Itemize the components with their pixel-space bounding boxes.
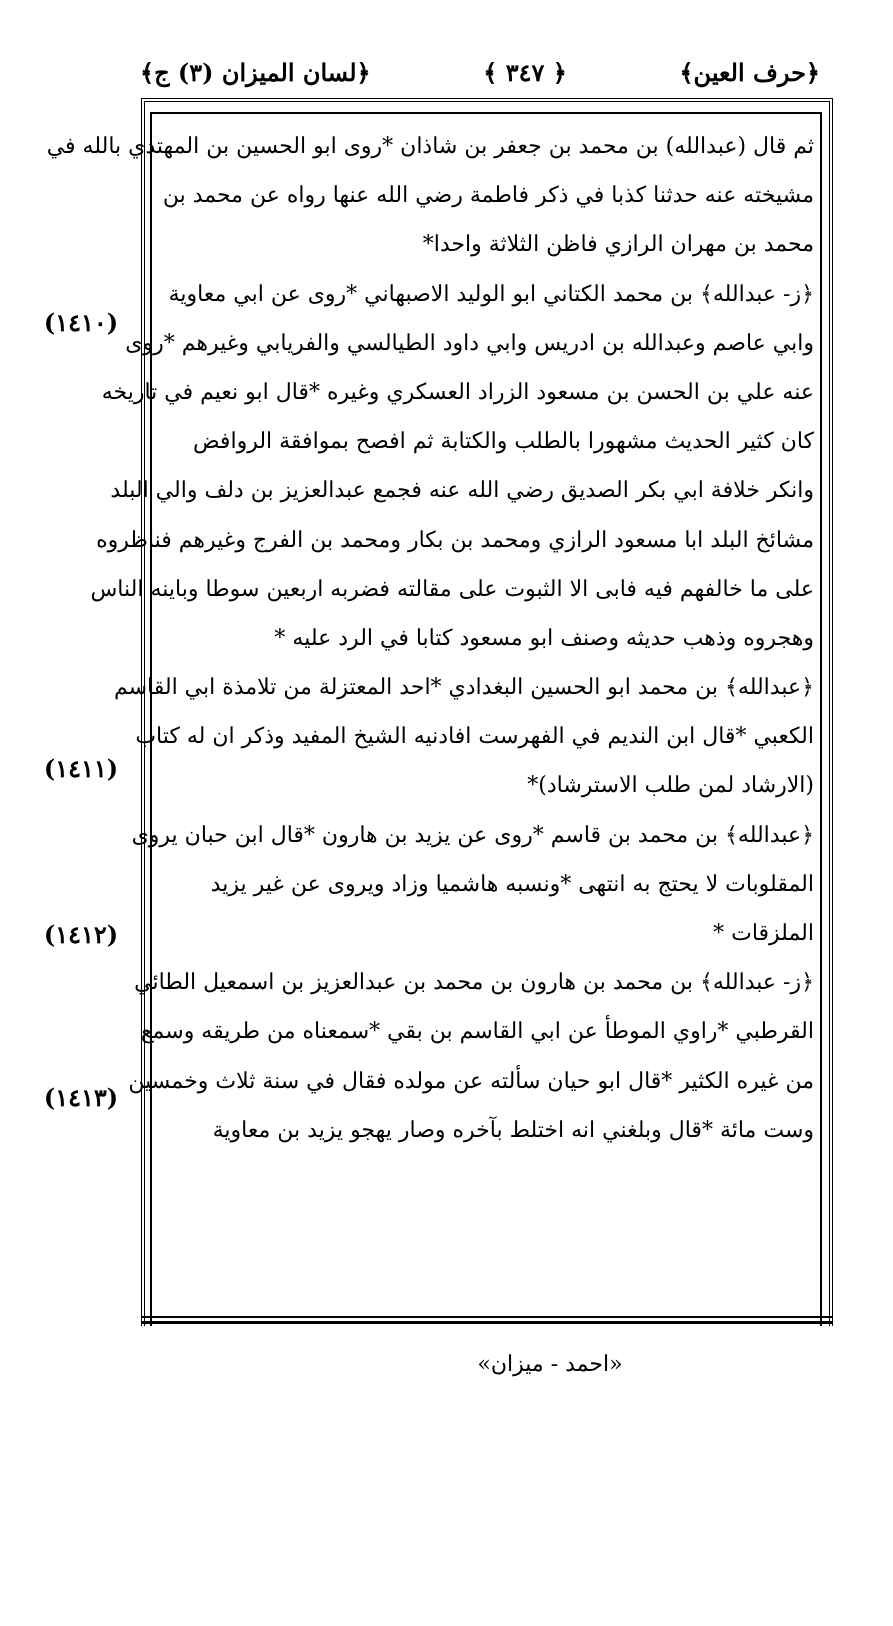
book-title: ﴿لسان الميزان (٣) ج﴾ xyxy=(140,57,371,87)
entry-number-margin xyxy=(22,0,140,1434)
text-line: وهجروه وذهب حديثه وصنف ابو مسعود كتابا في الرد عليه * xyxy=(274,625,814,651)
text-line: وابي عاصم وعبدالله بن ادريس وابي داود الطيالسي والفريابي وغيرهم *روى xyxy=(125,330,814,356)
text-line: وست مائة *قال وبلغني انه اختلط بآخره وصار يهجو يزيد بن معاوية xyxy=(212,1117,814,1143)
text-line: كان كثير الحديث مشهورا بالطلب والكتابة ثم افصح بموافقة الروافض xyxy=(192,429,814,455)
text-line: مشيخته عنه حدثنا كذبا في ذكر فاطمة رضي الله عنها رواه عن محمد بن xyxy=(162,183,814,209)
text-line: القرطبي *راوي الموطأ عن ابي القاسم بن بقي *سمعناه من طريقه وسمع xyxy=(140,1019,814,1045)
text-line: المقلوبات لا يحتج به انتهى *ونسبه هاشميا وزاد ويروى عن غير يزيد xyxy=(210,871,814,897)
text-line: ﴿عبدالله﴾ بن محمد ابو الحسين البغدادي *احد المعتزلة من تلامذة ابي القاسم xyxy=(113,675,814,701)
text-line: الملزقات * xyxy=(713,921,814,946)
text-line: ﴿ز- عبدالله﴾ بن محمد الكتاني ابو الوليد الاصبهاني *روى عن ابي معاوية xyxy=(168,281,814,307)
entry-number: (١٤١٠) xyxy=(43,308,119,337)
page-header xyxy=(140,50,820,94)
text-line: ثم قال (عبدالله) بن محمد بن جعفر بن شاذان *روى ابو الحسين بن المهتدي بالله في xyxy=(46,134,814,159)
text-line: ﴿ز- عبدالله﴾ بن محمد بن هارون بن محمد بن عبدالعزيز بن اسمعيل الطائي xyxy=(134,970,814,996)
entry-number: (١٤١١) xyxy=(43,754,119,783)
text-line: عنه علي بن الحسن بن مسعود الزراد العسكري وغيره *قال ابو نعيم في تاريخه xyxy=(101,379,814,405)
entry-number: (١٤١٢) xyxy=(43,920,119,949)
text-line: على ما خالفهم فيه فابى الا الثبوت على مقالته فضربه اربعين سوطا وباينه الناس xyxy=(90,576,814,602)
text-line: من غيره الكثير *قال ابو حيان سألته عن مولده فقال في سنة ثلاث وخمسين xyxy=(128,1068,814,1094)
text-line: الكعبي *قال ابن النديم في الفهرست افادنيه الشيخ المفيد وذكر ان له كتاب xyxy=(135,724,814,750)
page-number: ﴿ ٣٤٧ ﴾ xyxy=(483,57,567,87)
text-line: (الارشاد لمن طلب الاسترشاد)* xyxy=(527,773,814,799)
page-frame-bottom-rule xyxy=(141,1316,833,1324)
text-line: محمد بن مهران الرازي فاظن الثلاثة واحدا* xyxy=(422,232,814,258)
catchword-footer: «احمد - ميزان» xyxy=(477,1352,623,1377)
text-line: مشائخ البلد ابا مسعود الرازي ومحمد بن بكار ومحمد بن الفرج وغيرهم فناظروه xyxy=(96,527,814,553)
text-line: ﴿عبدالله﴾ بن محمد بن قاسم *روى عن يزيد بن هارون *قال ابن حبان يروى xyxy=(131,822,814,848)
entry-number: (١٤١٣) xyxy=(43,1083,119,1112)
chapter-title: ﴿حرف العين﴾ xyxy=(679,57,820,87)
text-line: وانكر خلافة ابي بكر الصديق رضي الله عنه فجمع عبدالعزيز بن دلف والي البلد xyxy=(110,478,814,504)
